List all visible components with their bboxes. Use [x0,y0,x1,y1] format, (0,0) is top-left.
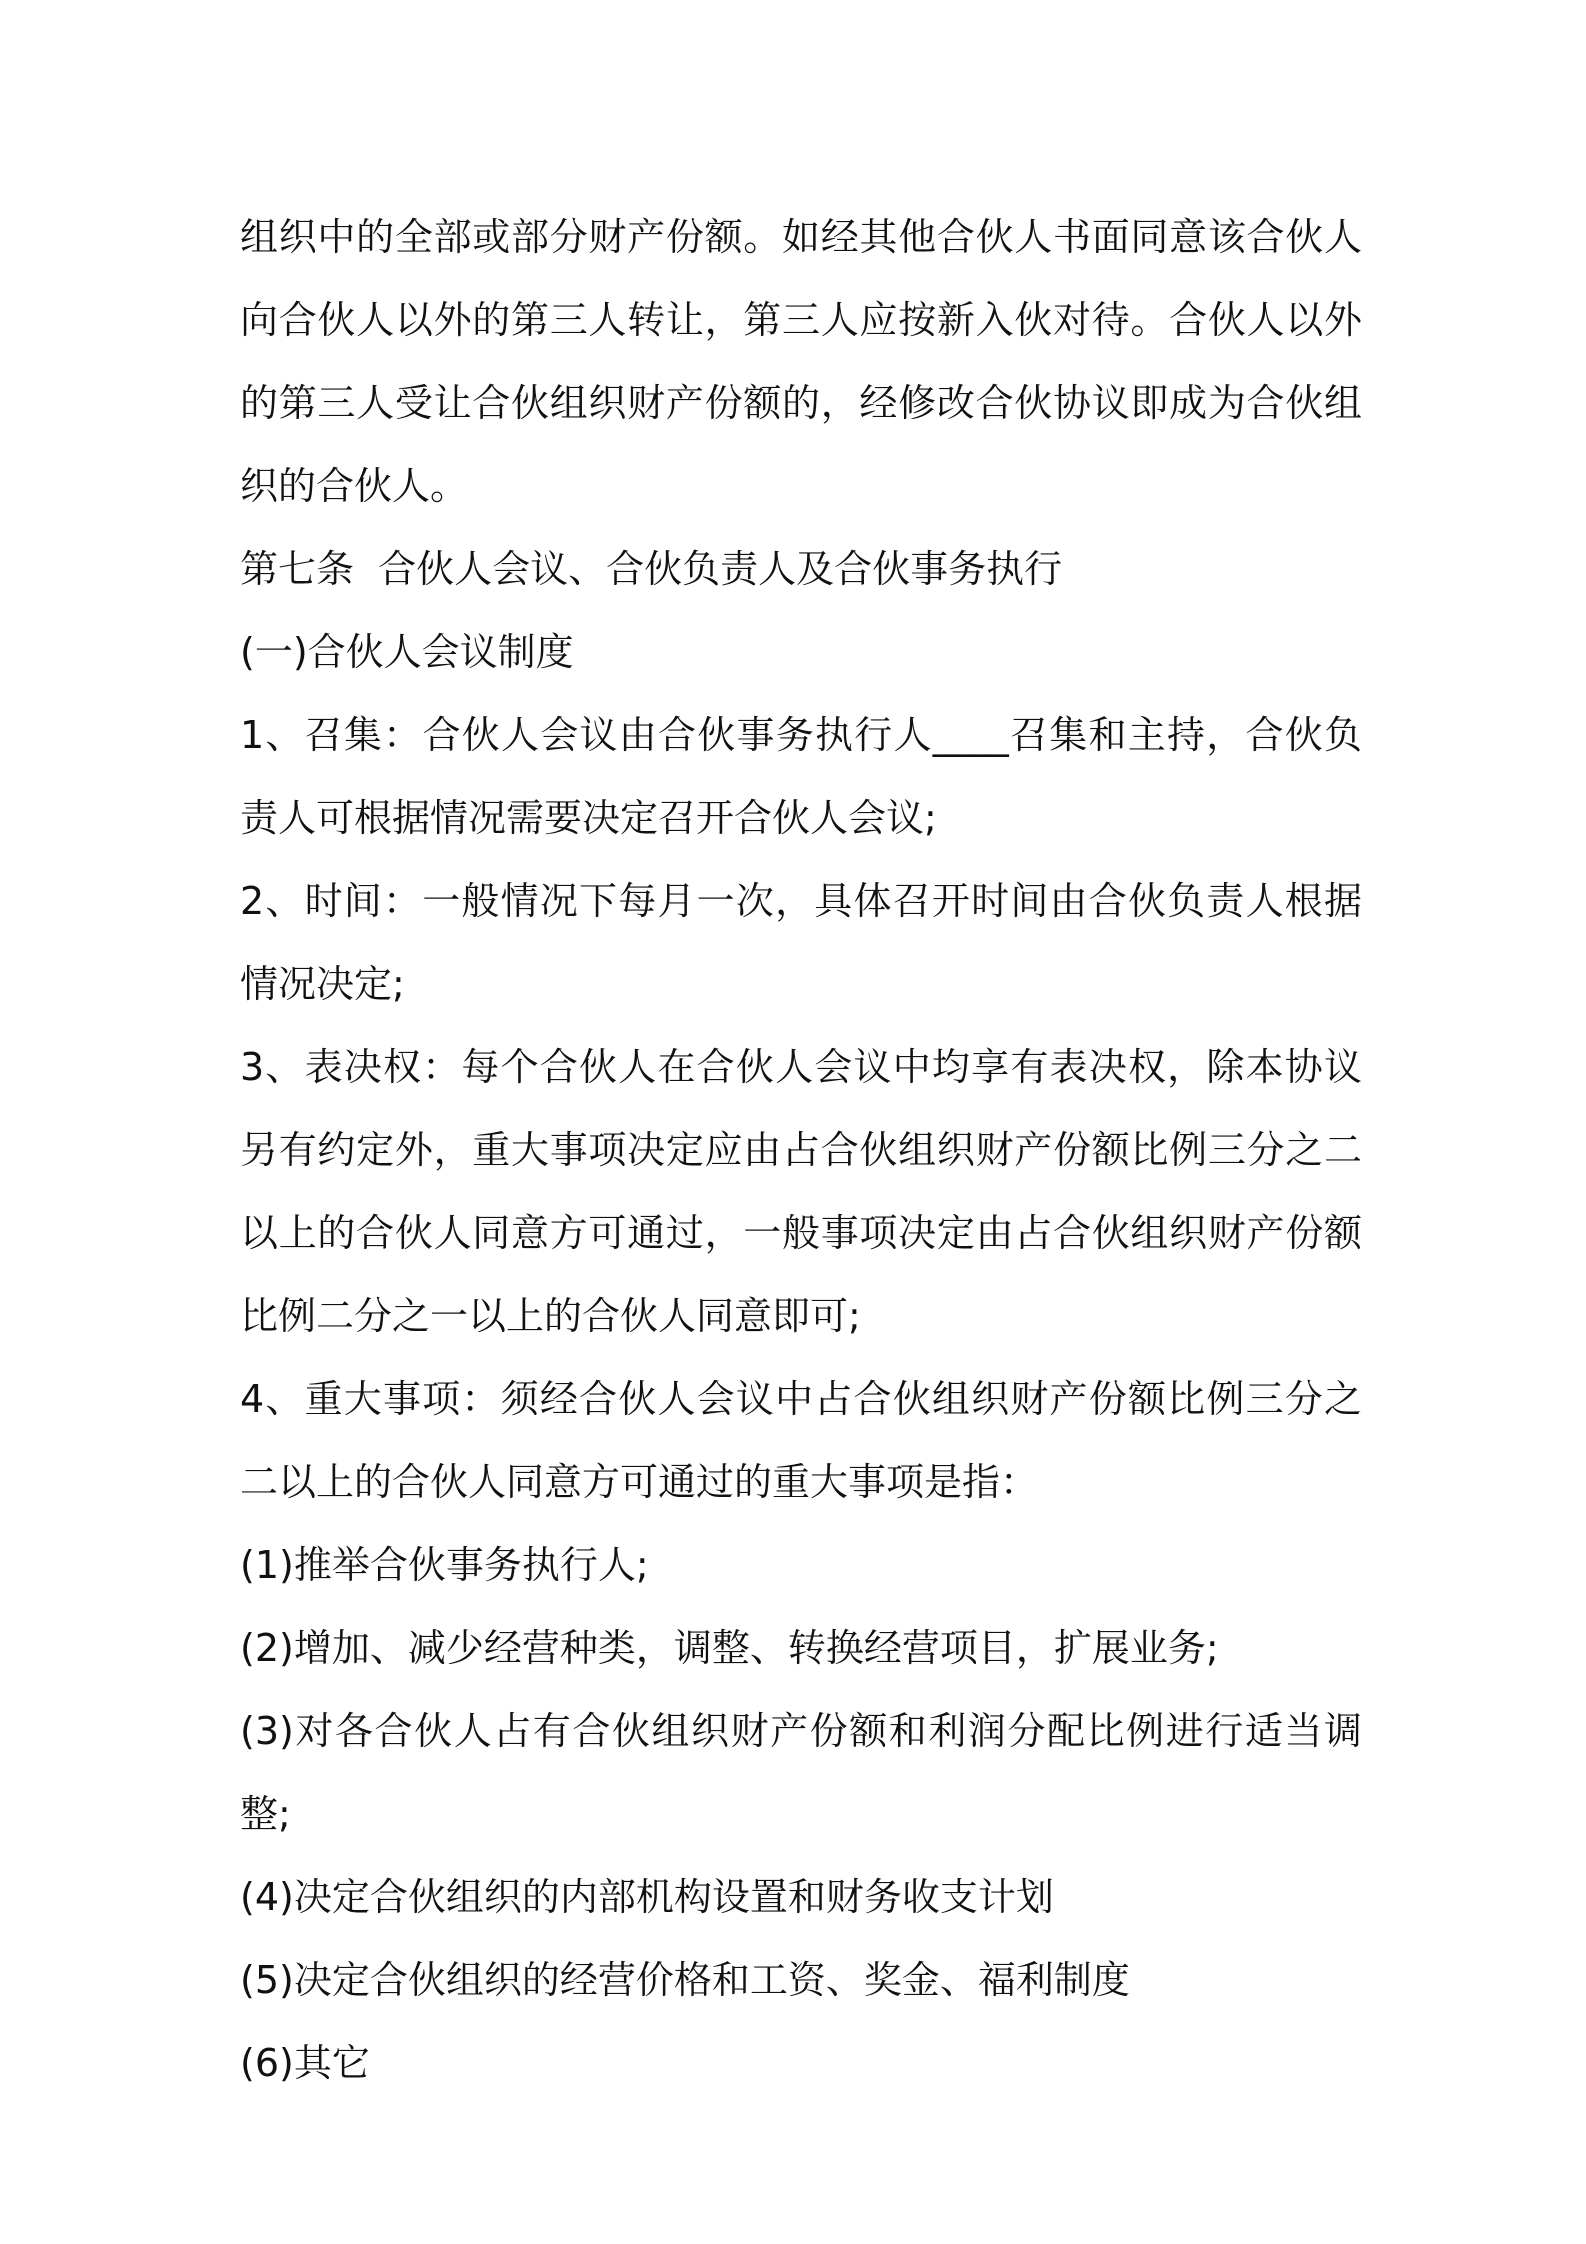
clause-major-matters: 4、重大事项：须经合伙人会议中占合伙组织财产份额比例三分之二以上的合伙人同意方可通过的重大事项是指： [240,1377,1362,1504]
section-meeting-system-heading: (一)合伙人会议制度 [240,630,574,674]
list-item-4: (4)决定合伙组织的内部机构设置和财务收支计划 [240,1875,1054,1919]
list-item-3: (3)对各合伙人占有合伙组织财产份额和利润分配比例进行适当调整; [240,1709,1362,1836]
article-seven-heading: 第七条 合伙人会议、合伙负责人及合伙事务执行 [240,547,1063,591]
list-item-5: (5)决定合伙组织的经营价格和工资、奖金、福利制度 [240,1958,1130,2002]
paragraph-property-transfer: 组织中的全部或部分财产份额。如经其他合伙人书面同意该合伙人向合伙人以外的第三人转让，第三人应按新入伙对待。合伙人以外的第三人受让合伙组织财产份额的，经修改合伙协议即成为合伙组织的合伙人。 [240,215,1362,508]
clause-voting-rights: 3、表决权：每个合伙人在合伙人会议中均享有表决权，除本协议另有约定外，重大事项决定应由占合伙组织财产份额比例三分之二以上的合伙人同意方可通过，一般事项决定由占合伙组织财产份额比例二分之一以上的合伙人同意即可; [240,1045,1362,1338]
clause-convening: 1、召集：合伙人会议由合伙事务执行人____召集和主持，合伙负责人可根据情况需要决定召开合伙人会议; [240,713,1362,840]
list-item-1: (1)推举合伙事务执行人; [240,1543,649,1587]
list-item-2: (2)增加、减少经营种类，调整、转换经营项目，扩展业务; [240,1626,1219,1670]
clause-time: 2、时间：一般情况下每月一次，具体召开时间由合伙负责人根据情况决定; [240,879,1362,1006]
list-item-6: (6)其它 [240,2041,370,2085]
document-body [240,196,1362,2105]
